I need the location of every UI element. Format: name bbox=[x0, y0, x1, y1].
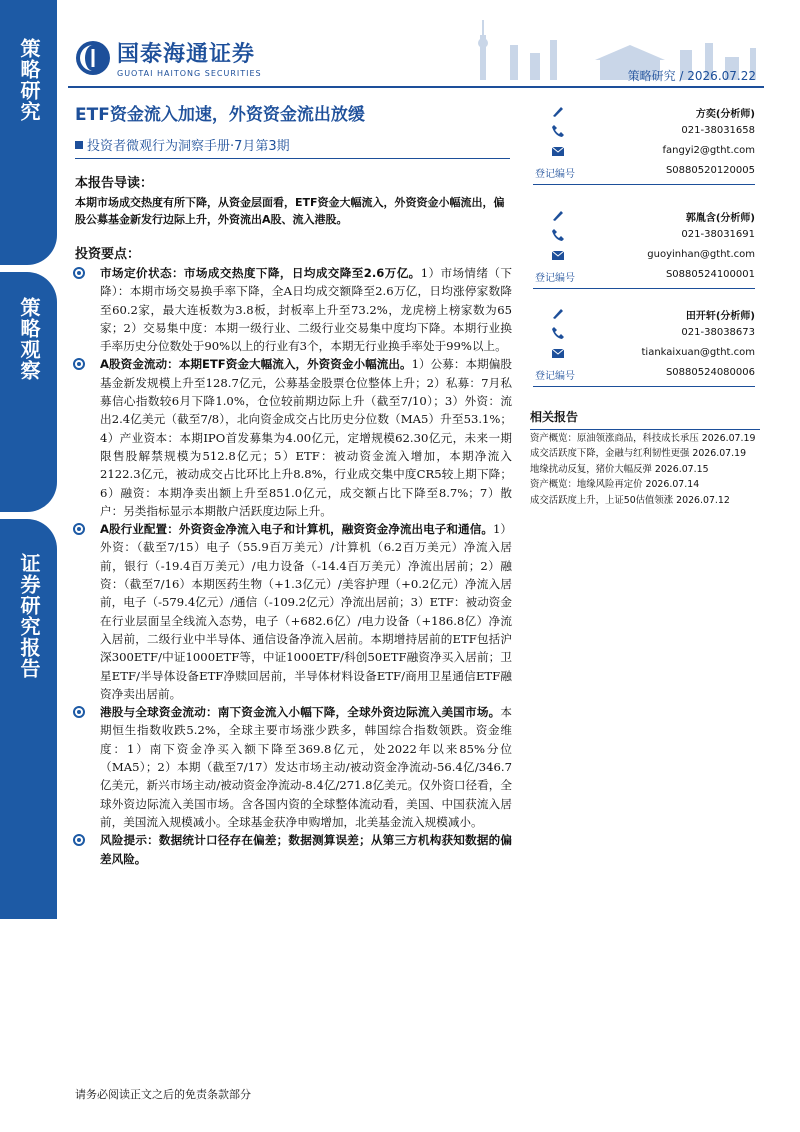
related-report-link[interactable]: 成交活跃度下降，金融与红利韧性更强 2026.07.19 bbox=[530, 448, 747, 460]
pen-icon bbox=[551, 208, 565, 222]
company-logo bbox=[75, 37, 262, 78]
side-tab-securities-report: 证券研究报告 bbox=[0, 519, 57, 919]
logo-mark-icon bbox=[75, 40, 111, 76]
related-report-link[interactable]: 地缘扰动反复，猪价大幅反弹 2026.07.15 bbox=[530, 463, 709, 475]
pen-icon bbox=[551, 104, 565, 118]
guide-text: 本期市场成交热度有所下降，从资金层面看，ETF资金大幅流入，外资资金小幅流出，偏股公募基金新发行边际上升，外资流出A股、流入港股。 bbox=[75, 196, 505, 226]
analyst-email[interactable]: fangyi2@gtht.com bbox=[662, 145, 755, 156]
point-item bbox=[72, 831, 512, 868]
point-item bbox=[72, 520, 512, 703]
reg-label: 登记编号 bbox=[535, 371, 575, 382]
point-head: 风险提示：数据统计口径存在偏差；数据测算误差；从第三方机构获知数据的偏差风险。 bbox=[100, 833, 512, 866]
circle-bullet-icon bbox=[73, 523, 85, 535]
analyst-divider bbox=[533, 288, 755, 289]
analyst-name: 郭胤含(分析师) bbox=[685, 213, 755, 224]
report-category-date: 策略研究 / 2026.07.22 bbox=[627, 69, 756, 83]
email-icon bbox=[551, 144, 565, 158]
side-tab-strategy-research: 策略研究 bbox=[0, 0, 57, 265]
report-subtitle bbox=[75, 135, 290, 154]
analyst-phone: 021-38031691 bbox=[681, 229, 755, 240]
point-head: A股行业配置：外资资金净流入电子和计算机，融资资金净流出电子和通信。 bbox=[100, 522, 493, 537]
disclaimer-footer: 请务必阅读正文之后的免责条款部分 bbox=[75, 1088, 251, 1101]
analyst-card bbox=[533, 304, 755, 391]
related-title: 相关报告 bbox=[530, 408, 760, 430]
point-body: 1）公募：本期偏股基金新发规模上升至128.7亿元，公募基金股票仓位整体上升；2）私募：7月私募信心指数较6月下降1.0%，仓位较前期边际上升（截至7/10）；3）外资：流出2.4亿美元（截至7/8），北向资金成交占比历史分位数（MA5）升至53.1%；4）产业资本：本期IPO首发募集为4.00亿元，定增规模62.30亿元，未来一期限售股解禁规模为512.8亿元；5）ETF：被动资金流入增加，本期净流入2122.3亿元，被动成交占比环比上升8.8%，行业成交集中度CR5较上期下降；6）融资：本期净卖出额上升至851.0亿元，成交额占比下降至8.7%；7）散户：另类指标显示本期散户活跃度边际上升。 bbox=[100, 357, 512, 518]
reg-label: 登记编号 bbox=[535, 273, 575, 284]
header-divider bbox=[68, 86, 764, 88]
investment-points bbox=[72, 264, 512, 868]
email-icon bbox=[551, 346, 565, 360]
point-item bbox=[72, 703, 512, 831]
related-report-link[interactable]: 资产概览：地缘风险再定价 2026.07.14 bbox=[530, 479, 700, 491]
point-head: 市场定价状态：市场成交热度下降，日均成交降至2.6万亿。 bbox=[100, 266, 421, 280]
phone-icon bbox=[551, 228, 565, 242]
analyst-card bbox=[533, 102, 755, 189]
analyst-name: 方奕(分析师) bbox=[695, 109, 755, 120]
side-tab-strategy-observation: 策略观察 bbox=[0, 272, 57, 512]
related-report-link[interactable]: 资产概览：原油领涨商品，科技成长承压 2026.07.19 bbox=[530, 433, 756, 444]
analyst-name: 田开轩(分析师) bbox=[685, 311, 755, 322]
related-reports bbox=[530, 408, 760, 507]
phone-icon bbox=[551, 124, 565, 138]
analyst-reg-number: S0880524100001 bbox=[665, 269, 755, 280]
related-report-link[interactable]: 成交活跃度上升，上证50估值领涨 2026.07.12 bbox=[530, 494, 730, 506]
point-body: 1）外资：（截至7/15）电子（55.9百万美元）/计算机（6.2百万美元）净流入居前，银行（-19.4百万美元）/电力设备（-14.4百万美元）净流出居前；2）融资：（截至7/16）本期医药生物（+1.3亿元）/美容护理（+0.2亿元）净流入居前，电子（-579.4亿元）/通信（-109.2亿元）净流出居前；3）ETF：被动资金在行业层面呈全线流入态势，电子（+682.6亿）/电力设备（+186.8亿）净流入居前，二级行业中半导体、通信设备净流入居前。本期增持居前的ETF包括沪深300ETF/中证1000ETF等，中证1000ETF/科创50ETF融资净买入居前；卫星ETF/半导体设备ETF净赎回居前，半导体材料设备ETF/商用卫星通信ETF融资净卖出居前。 bbox=[100, 522, 512, 701]
circle-bullet-icon bbox=[73, 358, 85, 370]
analyst-email[interactable]: guoyinhan@gtht.com bbox=[647, 249, 755, 260]
point-head: A股资金流动：本期ETF资金大幅流入，外资资金小幅流出。 bbox=[100, 357, 412, 372]
analyst-phone: 021-38038673 bbox=[681, 327, 755, 338]
point-head: 港股与全球资金流动：南下资金流入小幅下降，全球外资边际流入美国市场。 bbox=[100, 705, 501, 720]
analyst-card bbox=[533, 206, 755, 293]
analyst-phone: 021-38031658 bbox=[681, 125, 755, 136]
phone-icon bbox=[551, 326, 565, 340]
report-title: ETF资金流入加速，外资资金流出放缓 bbox=[75, 105, 365, 125]
logo-text-cn: 国泰海通证券 bbox=[117, 42, 256, 67]
subtitle-divider bbox=[75, 158, 510, 159]
pen-icon bbox=[551, 306, 565, 320]
circle-bullet-icon bbox=[73, 267, 85, 279]
points-title: 投资要点： bbox=[75, 247, 141, 262]
point-body: 1）市场情绪（下降）：本期市场交易换手率下降，全A日均成交额降至2.6万亿，日均涨停家数降至60.2家，最大连板数为3.8板，封板率上升至73.2%，龙虎榜上榜家数为65家；2）交易集中度：本期一级行业、二级行业交易集中度均下降。本期行业换手率历史分位数处于90%以上的行业有3个，本期无行业换手率处于99%以上。 bbox=[100, 266, 512, 354]
report-subtitle-text: 投资者微观行为洞察手册·7月第3期 bbox=[87, 139, 290, 154]
analyst-reg-number: S0880520120005 bbox=[665, 165, 755, 176]
logo-text-en: GUOTAI HAITONG SECURITIES bbox=[117, 69, 262, 78]
analyst-email[interactable]: tiankaixuan@gtht.com bbox=[641, 347, 755, 358]
square-bullet-icon bbox=[75, 141, 83, 149]
point-body: 本期恒生指数收跌5.2%，全球主要市场涨少跌多，韩国综合指数领跌。资金维度：1）南下资金净买入额下降至369.8亿元，处2022年以来85%分位（MA5）；2）本期（截至7/17）发达市场主动/被动资金净流动-56.4亿/346.7亿美元，新兴市场主动/被动资金净流动-8.4亿/271.8亿美元。仅外资口径看，全球外资边际流入美国市场。含各国内资的全球整体流动看，美国、中国获流入居前，美国流入规模减小。全球基金获净申购增加，北美基金流入规模减小。 bbox=[100, 705, 512, 829]
guide-title: 本报告导读： bbox=[75, 176, 154, 191]
email-icon bbox=[551, 248, 565, 262]
reg-label: 登记编号 bbox=[535, 169, 575, 180]
analyst-divider bbox=[533, 386, 755, 387]
circle-bullet-icon bbox=[73, 706, 85, 718]
point-item bbox=[72, 355, 512, 520]
analyst-divider bbox=[533, 184, 755, 185]
circle-bullet-icon bbox=[73, 834, 85, 846]
point-item bbox=[72, 264, 512, 355]
analyst-reg-number: S0880524080006 bbox=[665, 367, 755, 378]
